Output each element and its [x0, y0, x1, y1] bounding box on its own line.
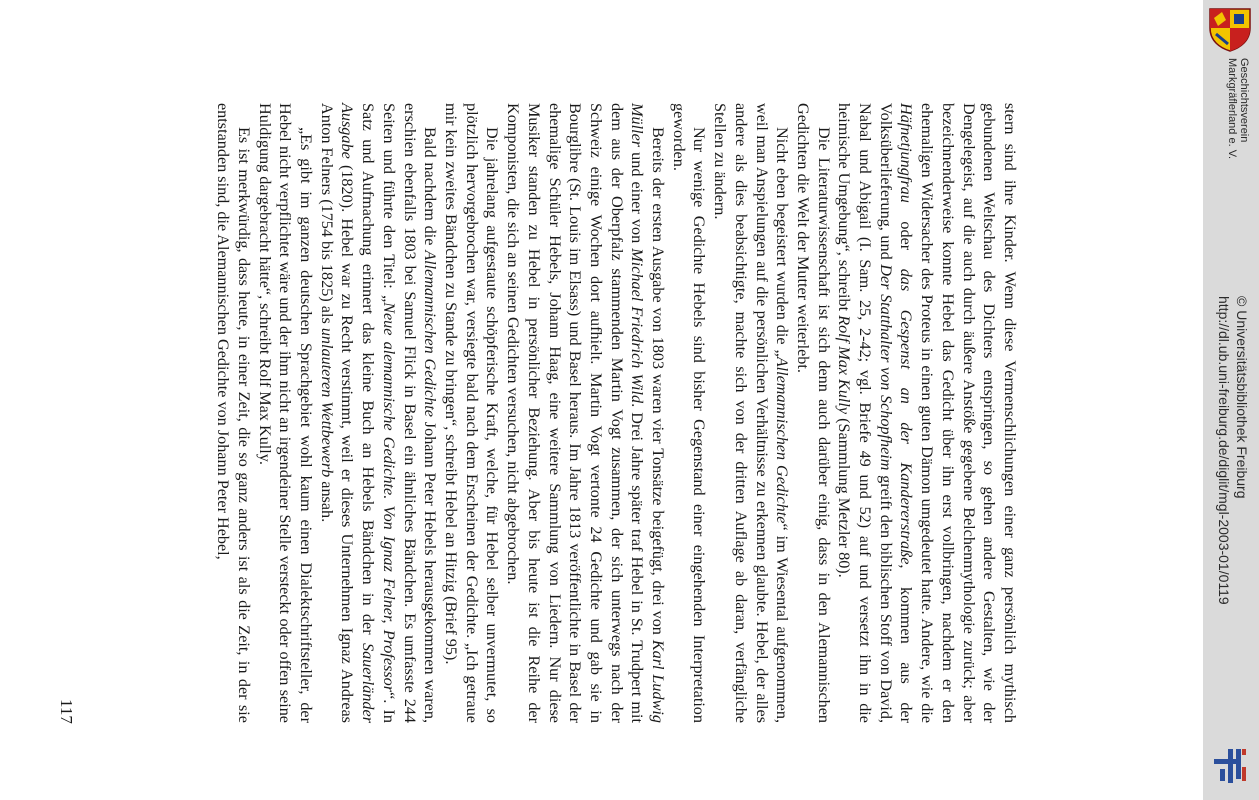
- text-run: (Sammlung Metzler 80).: [835, 414, 854, 578]
- text-run: oder: [897, 202, 916, 269]
- italic-text: unlauteren Wettbewerb: [317, 327, 336, 478]
- italic-text: das Gespenst an der Kandererstraße: [897, 268, 916, 565]
- italic-text: Rolf Max Kully: [835, 315, 854, 415]
- text-run: stern sind ihre Kinder. Wenn diese Vermenschlichungen einer ganz persönlich mythisch gebundenen Weltschau des Dichters entspringen, so gehen andere Gestalten, wie der Dengelegeist, auf die auch durch äußere Anstöße gegebene Belchenmythologie zurück; aber bezeichnenderweise konnte Hebel das Gedicht über ihn erst vollbringen, nachdem er den ehemaligen Widersacher des Proteus in einen guten Dämon umgedeutet hatte. Andere, wie die: [918, 103, 1019, 723]
- paragraph: [502, 103, 668, 723]
- page-body-text: [213, 103, 1020, 723]
- text-run: Johann Peter Hebels herausgekommen waren, erschien ebenfalls 1803 bei Samuel Flick in Basel ein ähnliches Bändchen. Es umfasste 244 Seiten und führte den Titel: „: [379, 103, 440, 723]
- coat-of-arms-icon: [1206, 6, 1254, 52]
- paragraph: [709, 103, 792, 723]
- italic-text: Karl Ludwig Müller: [628, 103, 668, 723]
- paragraph: [668, 103, 709, 723]
- paragraph: [440, 103, 502, 723]
- paragraph: [254, 103, 316, 723]
- ub-freiburg-logo-icon: [1212, 745, 1248, 785]
- source-url[interactable]: http://dl.ub.uni-freiburg.de/diglit/mgl-2003-01/0119: [1216, 296, 1232, 605]
- italic-text: Michael Friedrich Wild: [628, 248, 647, 404]
- text-run: greift den biblischen Stoff von David, Nabal und Abigail (I. Sam. 25, 2-42; vgl. Briefe 49 und 52) auf und versetzt ihn in die heimische Umgebung“, schreibt: [835, 103, 895, 723]
- text-run: „Es gibt im ganzen deutschen Sprachgebiet wohl kaum einen Dialektschriftsteller, der Hebel nicht verpflichtet wäre und der ihm nicht an irgendeiner Stelle versteckt oder offen seine Huldigung dargebracht hätte“, schreibt Rolf Max Kully.: [255, 103, 316, 723]
- text-run: Nur wenige Gedichte Hebels sind bisher Gegenstand einer eingehenden Interpretation geworden.: [669, 103, 709, 723]
- text-run: “ im Wiesental aufgenommen, weil man Anspielungen auf die persönlichen Verhältnisse zu erkennen glaubte. Hebel, der alles andere als dies beabsichtigte, machte sich von der dritten Auflage ab daran, verfängliche Stellen zu ändern.: [711, 103, 792, 724]
- text-run: (1820). Hebel war zu Recht verstimmt, weil er dieses Unternehmen Ignaz Andreas Anton Felners (1754 bis 1825) als: [317, 103, 357, 723]
- page-number: 117: [57, 699, 76, 724]
- text-run: Es ist merkwürdig, dass heute, in einer Zeit, die so ganz anders ist als die Zeit, in der sie entstanden sind, die Alemannischen Gedichte von Johann Peter Hebel,: [214, 103, 253, 723]
- italic-text: Allemannischen Gedichte: [421, 250, 440, 417]
- society-line-1: Geschichtsverein: [1238, 58, 1250, 143]
- italic-text: Sauerländer Ausgabe: [338, 103, 378, 723]
- text-run: . Drei Jahre später traf Hebel in St. Trudpert mit dem aus der Oberpfalz stammenden Martin Vogt zusammen, der sich unterwegs nach der Schweiz einige Wochen dort aufhielt. Martin Vogt vertonte 24 Gedichte und gab sie in Bourglibre (St. Louis im Elsass) und Basel heraus. Im Jahre 1813 veröffentlichte in Basel der ehemalige Schüler Hebels, Johann Haag, eine weitere Sammlung von Liedern. Nur diese Musiker standen zu Hebel in persönlicher Beziehung. Aber bis heute ist die Reihe der Komponisten, die sich an seinen Gedichten versuchen, nicht abgebrochen.: [504, 103, 647, 723]
- text-run: “. In Satz und Aufmachung erinnert das kleine Buch an Hebels Bändchen in der: [359, 103, 398, 723]
- italic-text: Der Statthalter von Schopfheim: [876, 264, 895, 471]
- paragraph: [792, 103, 833, 723]
- text-run: ansah.: [317, 477, 336, 523]
- society-line-2: Markgräflerland e. V.: [1226, 58, 1238, 160]
- society-name: [1226, 58, 1250, 159]
- text-run: Die Literaturwissenschaft ist sich denn auch darüber einig, dass in den Alemannischen Gedichten die Welt der Mutter weiterlebt.: [793, 103, 833, 723]
- italic-text: Häfnetjungfrau: [897, 103, 916, 203]
- paragraph: [316, 103, 440, 723]
- text-run: und einer von: [628, 147, 647, 249]
- text-run: , kommen aus der Volksüberlieferung, und: [876, 103, 916, 724]
- text-run: Die jahrelang aufgestaute schöpferische Kraft, welche, für Hebel selber unvermutet, so plötzlich hervorgebrochen war, versiegte bald nach dem Erscheinen der Gedichte. „Ich getraue mir kein zweites Bändchen zu Stande zu bringen“, schreibt Hebel an Hitzig (Brief 95).: [442, 103, 502, 723]
- copyright-notice: © Universitätsbibliothek Freiburg: [1234, 296, 1250, 499]
- scanned-page: [57, 103, 1020, 724]
- italic-text: Allemannischen Gedichte: [773, 356, 792, 524]
- paragraph: [213, 103, 254, 723]
- text-run: Bald nachdem die: [421, 127, 440, 251]
- text-run: Nicht eben begeistert wurden die „: [773, 127, 792, 357]
- text-run: Bereits der ersten Ausgabe von 1803 waren vier Tonsätze beigefügt, drei von: [649, 127, 668, 640]
- paragraph: [834, 103, 1020, 723]
- italic-text: Neue alemannische Gedichte. Von Ignaz Felner, Professor: [379, 302, 398, 693]
